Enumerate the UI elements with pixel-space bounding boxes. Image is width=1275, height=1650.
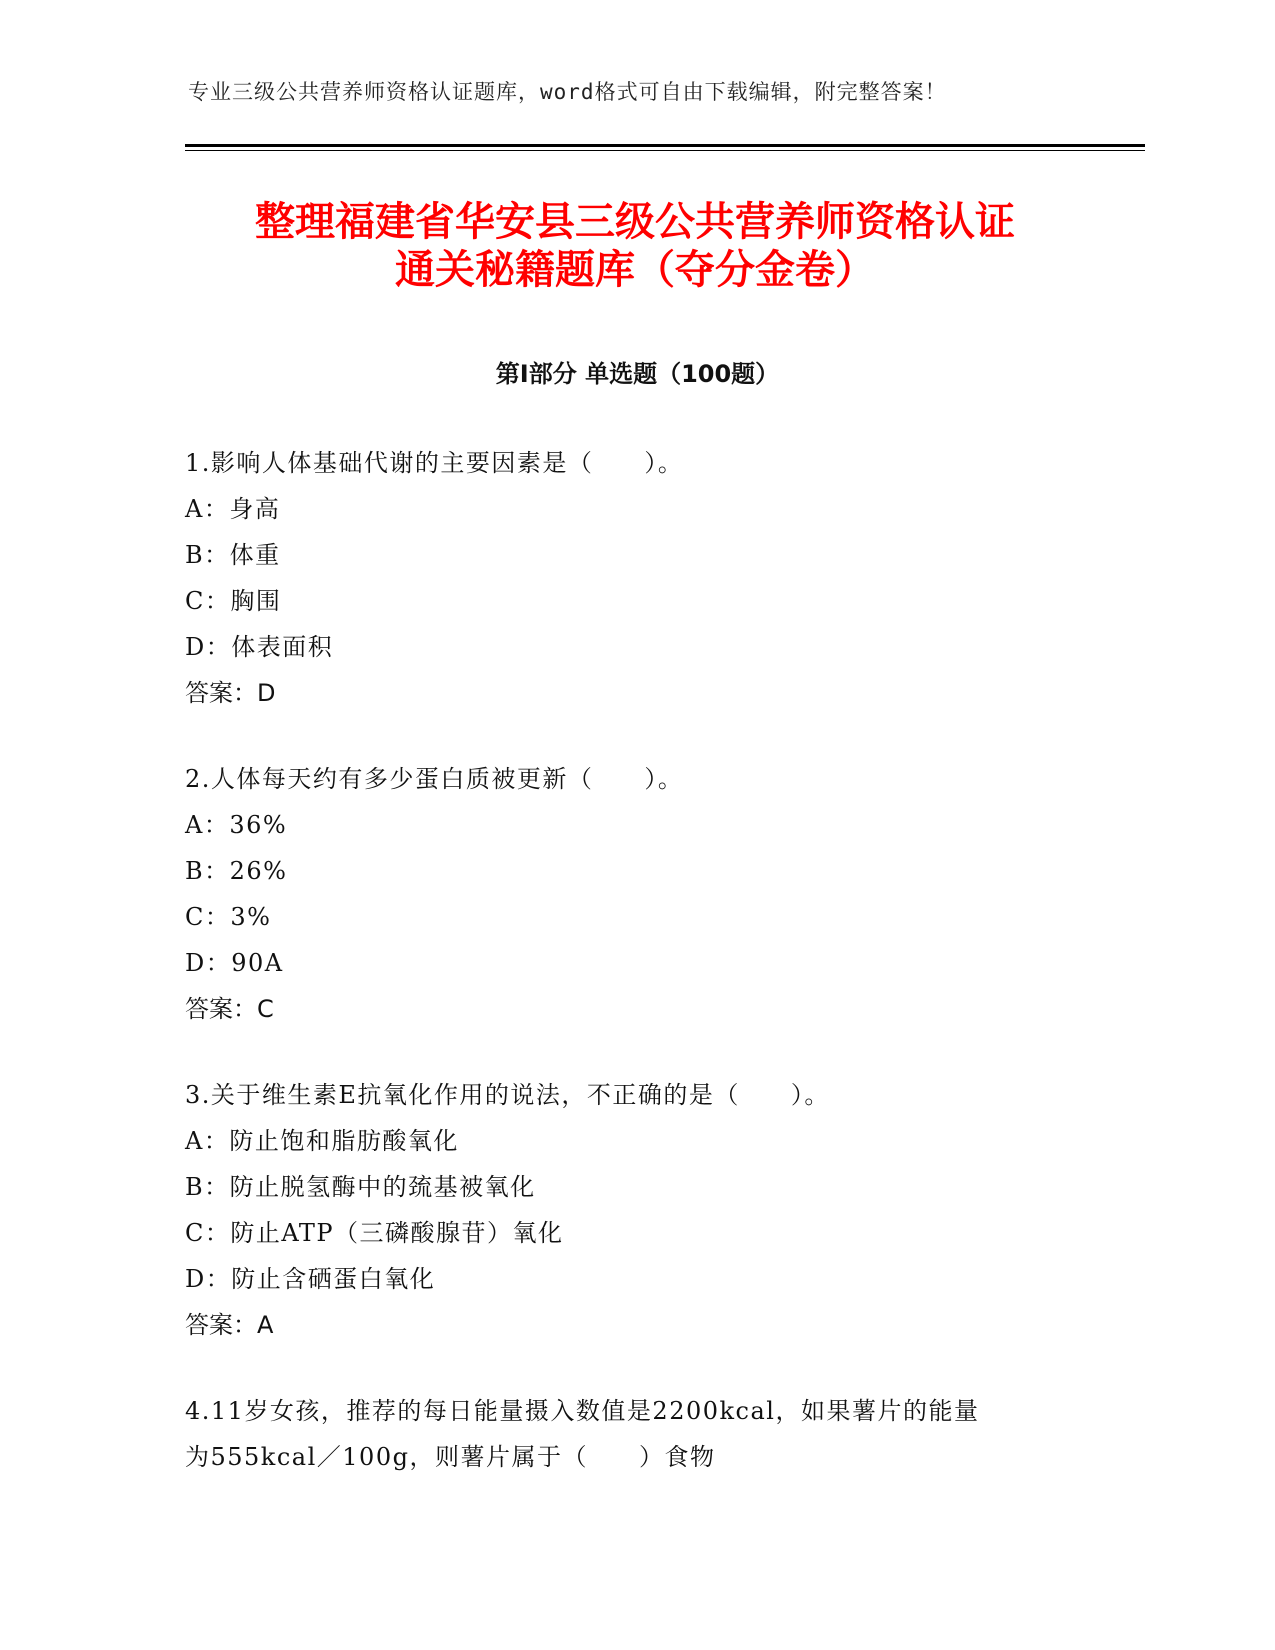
question-2: [185, 756, 1085, 1032]
option-a: A：防止饱和脂肪酸氧化: [185, 1127, 459, 1155]
answer: 答案：C: [185, 995, 274, 1023]
header-rule-thick: [185, 144, 1145, 147]
question-1: [185, 440, 1085, 716]
question-text-line-1: 4.11岁女孩，推荐的每日能量摄入数值是2200kcal，如果薯片的能量: [185, 1397, 980, 1425]
answer: 答案：A: [185, 1311, 274, 1339]
question-list: [185, 440, 1085, 1520]
option-c: C：防止ATP（三磷酸腺苷）氧化: [185, 1219, 564, 1247]
option-d: D：90A: [185, 949, 284, 977]
header-note: 专业三级公共营养师资格认证题库，word格式可自由下载编辑，附完整答案！: [188, 80, 947, 104]
option-b: B：26%: [185, 857, 288, 885]
option-d: D：体表面积: [185, 633, 334, 661]
question-text: 3.关于维生素E抗氧化作用的说法，不正确的是（ ）。: [185, 1081, 830, 1109]
option-b: B：体重: [185, 541, 281, 569]
document-title: [185, 198, 1085, 294]
answer: 答案：D: [185, 679, 276, 707]
section-title: 第Ⅰ部分 单选题（100题）: [495, 360, 780, 388]
question-4: [185, 1388, 1085, 1480]
option-d: D：防止含硒蛋白氧化: [185, 1265, 436, 1293]
header-rule-thin: [185, 150, 1145, 151]
option-a: A：身高: [185, 495, 281, 523]
question-3: [185, 1072, 1085, 1348]
title-line-1: 整理福建省华安县三级公共营养师资格认证: [255, 199, 1015, 245]
option-a: A：36%: [185, 811, 288, 839]
question-text-line-2: 为555kcal／100g，则薯片属于（ ）食物: [185, 1443, 716, 1471]
title-line-2: 通关秘籍题库（夺分金卷）: [395, 247, 875, 293]
question-text: 1.影响人体基础代谢的主要因素是（ ）。: [185, 449, 684, 477]
option-b: B：防止脱氢酶中的巯基被氧化: [185, 1173, 536, 1201]
option-c: C：3%: [185, 903, 272, 931]
question-text: 2.人体每天约有多少蛋白质被更新（ ）。: [185, 765, 684, 793]
option-c: C：胸围: [185, 587, 282, 615]
